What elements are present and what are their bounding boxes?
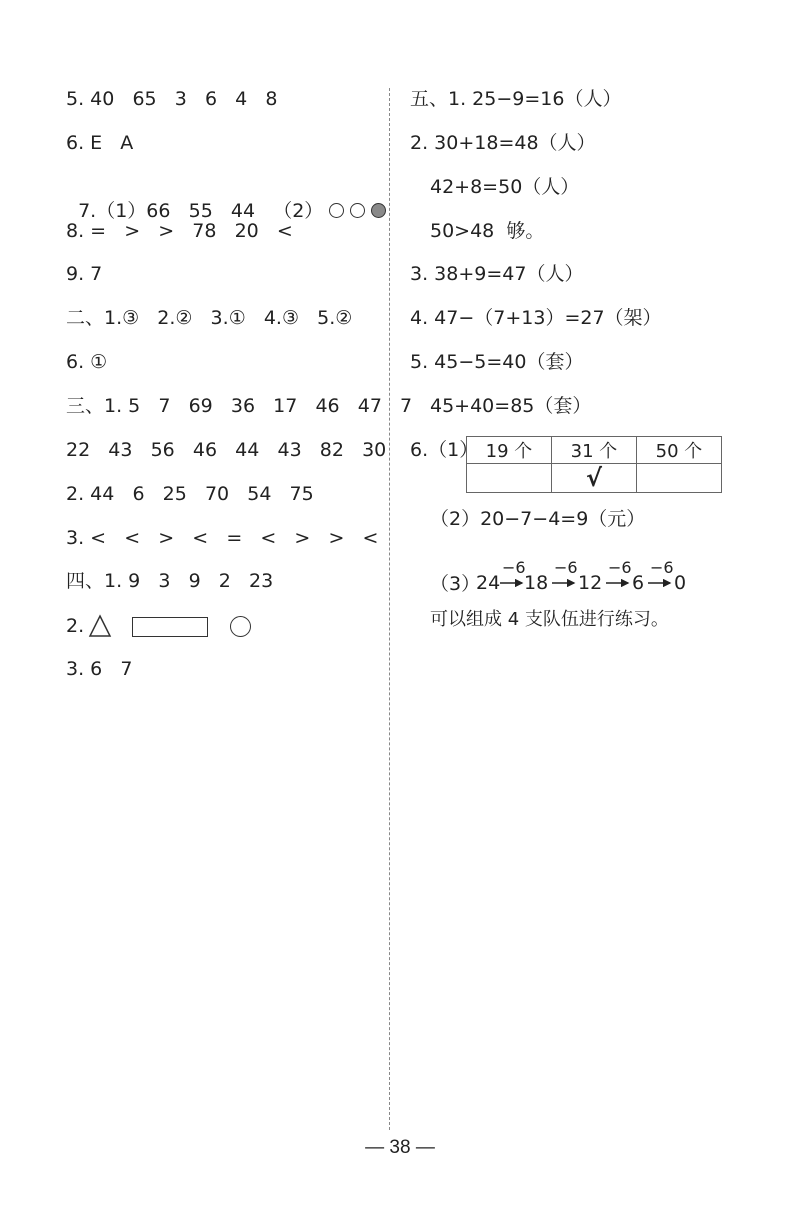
- answer-table: [466, 436, 722, 493]
- shapes-row-label: 2.: [66, 615, 85, 637]
- left-line-2: 6. E A: [66, 132, 134, 154]
- right-line-6: 4. 47−（7+13）=27（架）: [410, 307, 662, 329]
- left-line-10: 2. 44 6 25 70 54 75: [66, 483, 314, 505]
- right-line-9: 6.（1）: [410, 439, 479, 461]
- left-line-12: 四、1. 9 3 9 2 23: [66, 570, 274, 592]
- right-line-1: 五、1. 25−9=16（人）: [410, 88, 622, 110]
- left-line-4: 8. = > > 78 20 <: [66, 220, 293, 242]
- chain-number: 18: [524, 572, 549, 594]
- right-line-5: 3. 38+9=47（人）: [410, 263, 584, 285]
- left-line-7: 6. ①: [66, 351, 108, 373]
- table-row: [467, 464, 722, 493]
- circle-icon: [230, 616, 251, 637]
- chain-op: −6: [650, 558, 674, 577]
- left-line-14: 3. 6 7: [66, 658, 133, 680]
- left-line-5: 9. 7: [66, 263, 103, 285]
- column-divider: [389, 88, 390, 1130]
- left-line-11: 3. < < > < = < > > <: [66, 527, 379, 549]
- chain-number: 12: [578, 572, 603, 594]
- left-line-3-text: 7.（1）66 55 44 （2）: [78, 200, 324, 222]
- chain-op: −6: [608, 558, 632, 577]
- filled-circle-icon: [371, 203, 386, 218]
- rectangle-icon: [132, 617, 208, 637]
- table-cell: [637, 464, 722, 493]
- right-line-4: 50>48 够。: [430, 220, 545, 242]
- table-header-cell: 19 个: [467, 437, 552, 464]
- empty-circle-icon: [350, 203, 365, 218]
- chain-number: 6: [632, 572, 645, 594]
- table-header-cell: 31 个: [552, 437, 637, 464]
- left-line-8: 三、1. 5 7 69 36 17 46 47 7: [66, 395, 413, 417]
- chain-number: 0: [674, 572, 687, 594]
- right-line-3: 42+8=50（人）: [430, 176, 580, 198]
- right-line-7: 5. 45−5=40（套）: [410, 351, 584, 373]
- right-line-10: （2）20−7−4=9（元）: [430, 508, 646, 530]
- chain-number: 24: [476, 572, 501, 594]
- page-number: — 38 —: [365, 1137, 435, 1158]
- left-line-6: 二、1.③ 2.② 3.① 4.③ 5.②: [66, 307, 353, 329]
- chain-label: （3）: [430, 573, 481, 595]
- left-line-3: [66, 175, 386, 223]
- table-row: [467, 437, 722, 464]
- chain-op: −6: [502, 558, 526, 577]
- right-line-2: 2. 30+18=48（人）: [410, 132, 596, 154]
- left-line-1: 5. 40 65 3 6 4 8: [66, 88, 278, 110]
- subtraction-chain: [430, 558, 730, 596]
- right-line-8: 45+40=85（套）: [430, 395, 592, 417]
- empty-circle-icon: [329, 203, 344, 218]
- left-line-9: 22 43 56 46 44 43 82 30: [66, 439, 387, 461]
- right-line-11: 可以组成 4 支队伍进行练习。: [430, 609, 669, 630]
- table-cell: [467, 464, 552, 493]
- table-header-cell: 50 个: [637, 437, 722, 464]
- triangle-icon: [88, 614, 112, 638]
- chain-op: −6: [554, 558, 578, 577]
- checkmark-icon: √: [552, 464, 637, 493]
